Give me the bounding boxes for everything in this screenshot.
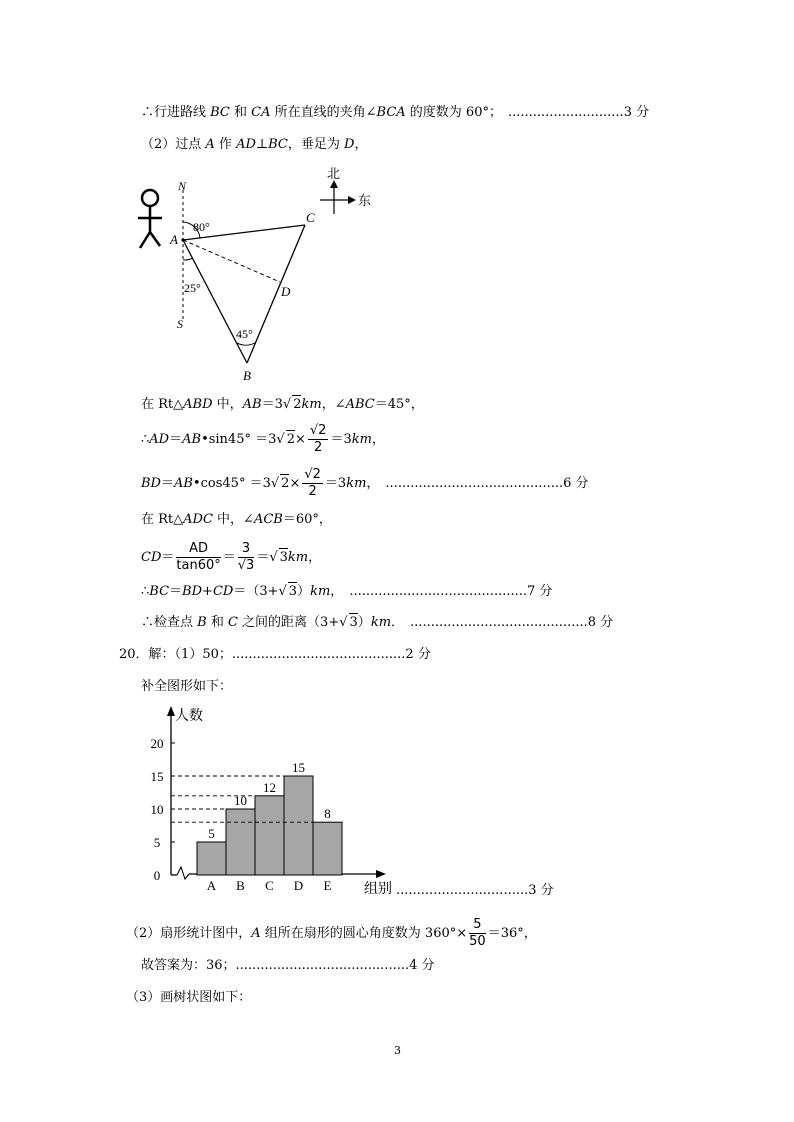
- score-label: 7 分: [527, 584, 553, 599]
- score-label: 6 分: [563, 476, 589, 491]
- q20-part2-answer: [141, 957, 435, 975]
- var: AD: [149, 432, 170, 447]
- x-axis-break: [177, 867, 189, 879]
- text: （3）画树状图如下：: [126, 990, 252, 1005]
- var: BD: [141, 476, 161, 491]
- q20-part1: [119, 646, 431, 664]
- x-tick-label: D: [293, 878, 304, 893]
- text: 20．解：（1）50；: [119, 647, 232, 662]
- text: +: [202, 584, 213, 599]
- score-label: 3 分: [623, 105, 650, 120]
- y-tick-label: 15: [150, 769, 164, 784]
- bar-chart: [140, 700, 400, 900]
- var: ABD: [183, 397, 213, 412]
- fraction: [302, 467, 323, 500]
- text: （2）扇形统计图中，: [126, 926, 252, 941]
- text: ）: [357, 615, 371, 630]
- score-label: 8 分: [587, 615, 614, 630]
- angle-25-label: 25°: [184, 281, 201, 295]
- var: BD: [182, 584, 203, 599]
- var: ABC: [345, 397, 375, 412]
- ad-calculation: [141, 423, 385, 456]
- var: CD: [141, 550, 162, 565]
- label-n: N: [178, 179, 187, 193]
- x-axis-label: 组别: [364, 882, 392, 897]
- label-d: D: [281, 284, 291, 299]
- compass-icon: [320, 180, 356, 214]
- text: ＝: [169, 584, 183, 599]
- text: ，: [330, 584, 344, 599]
- var: BC: [210, 105, 230, 120]
- angle-80-label: 80°: [193, 220, 210, 234]
- text: 和: [206, 615, 228, 630]
- radicand: 3: [288, 584, 298, 599]
- text: ．: [391, 615, 405, 630]
- numerator: AD: [176, 541, 220, 558]
- bar-B: [226, 809, 255, 875]
- text: ∴行进路线: [141, 105, 211, 120]
- altitude-ad: [183, 240, 280, 282]
- unit: km: [301, 397, 322, 412]
- north-label: 北: [327, 166, 341, 181]
- radicand: 2: [281, 476, 290, 491]
- unit: km: [351, 432, 372, 447]
- var: AB: [174, 476, 193, 491]
- text: 之间的距离（3+: [237, 615, 340, 630]
- unit: km: [287, 550, 309, 565]
- sqrt-icon: √: [278, 584, 287, 599]
- text: ＝3: [261, 397, 283, 412]
- text: ＝45°，: [374, 397, 424, 412]
- text: ＝3: [330, 432, 352, 447]
- var: CD: [212, 584, 234, 599]
- conclusion-line-angle-bca: [141, 104, 649, 122]
- sqrt-icon: √: [339, 615, 348, 630]
- text: ，: [308, 550, 322, 565]
- var: AB: [242, 397, 262, 412]
- data-label-E: 8: [324, 806, 331, 822]
- text: 故答案为：36；: [141, 958, 236, 973]
- chart-score-line: [396, 882, 554, 900]
- text: 补全图形如下：: [141, 679, 233, 694]
- var: A: [251, 926, 261, 941]
- east-label: 东: [358, 193, 372, 208]
- y-tick-label: 20: [150, 736, 164, 751]
- triangle-diagram: [130, 160, 390, 385]
- numerator: 5: [469, 917, 486, 934]
- text: •cos45° ＝3: [192, 476, 271, 491]
- label-s: S: [177, 317, 183, 331]
- label-a: A: [170, 232, 178, 247]
- text: （2）过点: [141, 137, 206, 152]
- denominator: √3: [237, 558, 255, 573]
- distance-conclusion: [141, 613, 613, 632]
- bar-C: [255, 796, 284, 875]
- text: 作: [214, 137, 237, 152]
- var: BC: [149, 584, 170, 599]
- score-dots: ................................: [396, 883, 529, 898]
- triangle-abd-given: [141, 395, 424, 414]
- text: 在 Rt△: [141, 512, 184, 527]
- score-dots: ...........................................: [410, 615, 588, 630]
- score-dots: ............................: [507, 105, 624, 120]
- label-b: B: [243, 368, 251, 383]
- text: ＝: [169, 432, 183, 447]
- bar-E: [313, 822, 342, 875]
- text: ×: [289, 476, 301, 491]
- var: BCA: [376, 105, 406, 120]
- text: 在 Rt△: [141, 397, 184, 412]
- var: AB: [182, 432, 202, 447]
- text: 组所在扇形的圆心角度数为 360°×: [260, 926, 468, 941]
- x-tick-label: E: [323, 878, 332, 893]
- x-tick-label: C: [265, 878, 274, 893]
- denominator: 2: [314, 440, 323, 455]
- text: ∴: [141, 432, 150, 447]
- text: 中，∠: [212, 512, 254, 527]
- score-dots: ...........................................: [385, 476, 564, 491]
- data-label-A: 5: [208, 826, 215, 841]
- text: ，∠: [321, 397, 346, 412]
- text: ＝60°，: [282, 512, 332, 527]
- text: ＝: [161, 550, 175, 565]
- var: C: [227, 615, 238, 630]
- var: ACB: [253, 512, 283, 527]
- radicand: 2: [286, 432, 295, 447]
- step-2-construction: [141, 136, 367, 154]
- text: 中，: [212, 397, 243, 412]
- page-number: 3: [394, 1044, 401, 1057]
- sqrt-icon: √: [269, 550, 278, 565]
- data-label-C: 12: [263, 779, 276, 795]
- text: ，垂足为: [287, 137, 344, 152]
- person-icon: [138, 190, 162, 248]
- triangle-adc-given: [141, 511, 332, 529]
- text: ＝: [160, 476, 174, 491]
- y-tick-label: 5: [153, 835, 161, 850]
- bd-calculation: [141, 467, 589, 500]
- fraction: [176, 541, 220, 574]
- var: D: [344, 137, 355, 152]
- x-tick-label: A: [206, 878, 217, 893]
- side-cb: [247, 225, 305, 363]
- text: 的度数为 60°；: [405, 105, 502, 120]
- text: ＝3: [324, 476, 347, 491]
- score-dots: ..........................................: [231, 647, 406, 662]
- y-axis-arrow: [167, 706, 175, 716]
- bar-D: [284, 776, 313, 875]
- bc-calculation: [141, 582, 552, 601]
- text: ∴: [141, 584, 150, 599]
- text: ＝（3+: [233, 584, 279, 599]
- cd-calculation: [141, 541, 321, 574]
- angle-25-arc: [183, 258, 193, 260]
- bar-A: [197, 842, 226, 875]
- q20-part2: [126, 917, 537, 950]
- text: ×: [294, 432, 306, 447]
- radicand: 3: [279, 550, 288, 565]
- radicand: 3: [349, 615, 358, 630]
- numerator: 3: [238, 541, 255, 558]
- text: ∴检查点: [141, 615, 198, 630]
- fraction: [308, 423, 329, 456]
- radicand: 2: [293, 397, 302, 412]
- y-tick-label: 0: [153, 868, 161, 883]
- denominator: 50: [469, 934, 486, 949]
- var: CA: [251, 105, 271, 120]
- text: ＝: [222, 550, 236, 565]
- angle-45-label: 45°: [236, 327, 253, 341]
- x-axis-arrow: [376, 870, 386, 878]
- fraction: [238, 541, 255, 574]
- text: ，: [371, 432, 385, 447]
- text: ，: [366, 476, 380, 491]
- var: A: [205, 137, 215, 152]
- label-c: C: [306, 210, 315, 225]
- var: AD: [236, 137, 256, 152]
- unit: km: [370, 615, 392, 630]
- var: BC: [268, 137, 288, 152]
- var: ADC: [183, 512, 213, 527]
- data-label-D: 15: [292, 760, 305, 775]
- score-label: 3 分: [528, 883, 554, 898]
- sqrt-icon: √: [282, 397, 292, 412]
- numerator: √2: [309, 423, 327, 438]
- score-label: 2 分: [405, 647, 431, 662]
- y-tick-label: 10: [150, 802, 164, 817]
- sqrt-icon: √: [276, 432, 285, 447]
- unit: km: [346, 476, 367, 491]
- unit: km: [310, 584, 331, 599]
- angle-45-arc: [237, 343, 255, 345]
- score-dots: ...........................................: [349, 584, 528, 599]
- text: ＝: [256, 550, 270, 565]
- text: ＝36°，: [487, 926, 537, 941]
- denominator: tan60°: [176, 558, 221, 573]
- text: ，: [354, 137, 368, 152]
- text: ）: [297, 584, 311, 599]
- sqrt-icon: √: [270, 476, 280, 491]
- denominator: 2: [308, 484, 317, 499]
- text: 和: [229, 105, 252, 120]
- numerator: √2: [304, 467, 321, 482]
- text: •sin45° ＝3: [201, 432, 277, 447]
- q20-part3: [126, 989, 251, 1007]
- score-dots: ..........................................: [235, 958, 410, 973]
- text: ⊥: [255, 137, 269, 152]
- var: B: [197, 615, 207, 630]
- x-tick-label: B: [236, 878, 245, 893]
- score-label: 4 分: [409, 958, 435, 973]
- text: 所在直线的夹角∠: [270, 105, 377, 120]
- complete-figure-text: [141, 678, 232, 696]
- fraction: [469, 917, 486, 950]
- y-axis-label: 人数: [175, 709, 203, 724]
- data-label-B: 10: [234, 793, 247, 808]
